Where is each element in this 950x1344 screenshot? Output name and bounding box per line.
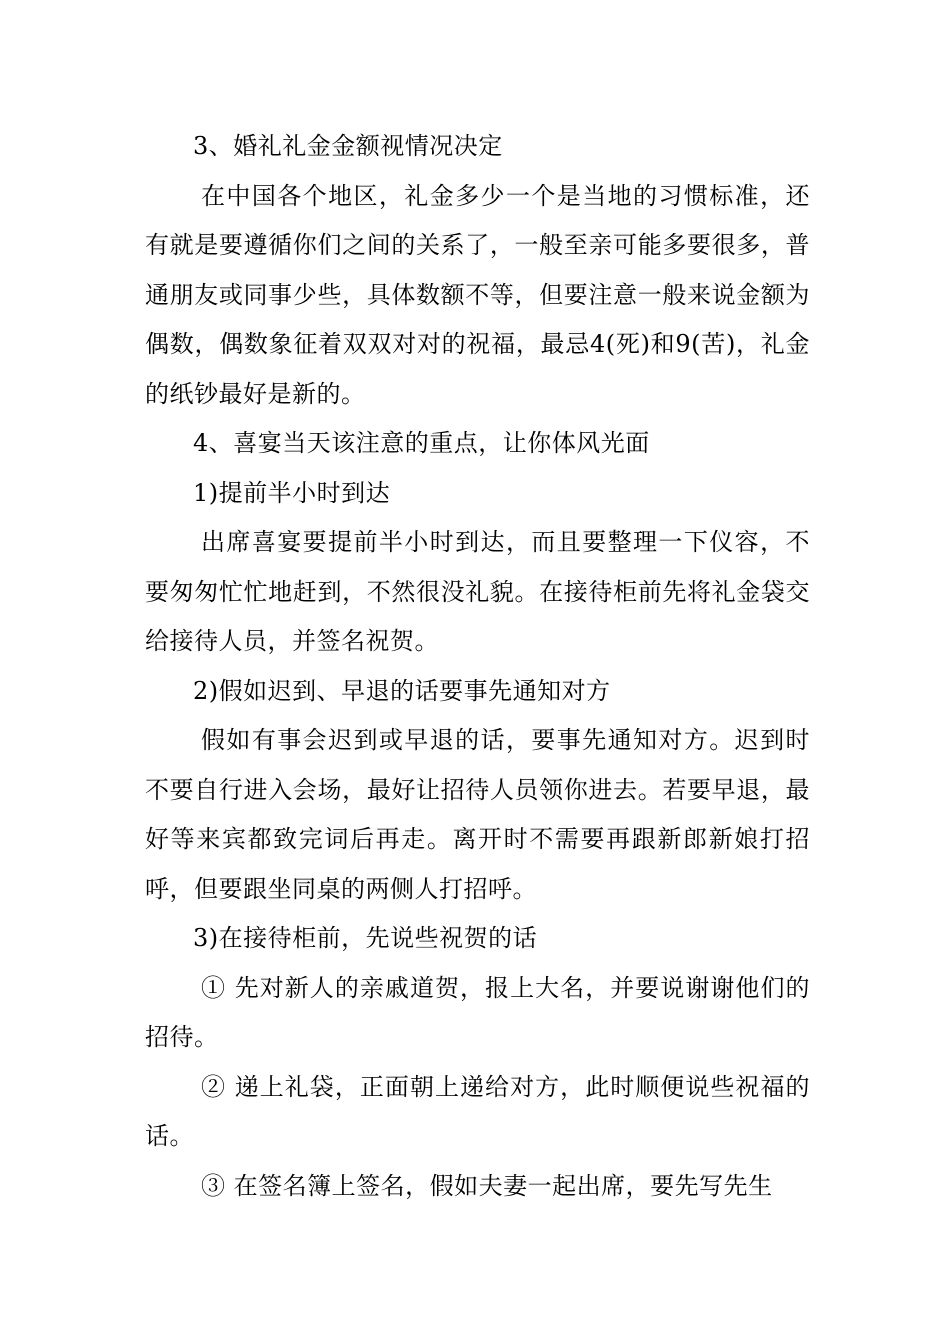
- paragraph-arrive-early: 出席喜宴要提前半小时到达，而且要整理一下仪容，不要匆匆忙忙地赶到，不然很没礼貌。在接待柜前先将礼金袋交给接待人员，并签名祝贺。: [145, 528, 810, 655]
- list-item-hand-gift: ② 递上礼袋，正面朝上递给对方，此时顺便说些祝福的话。: [145, 1072, 810, 1150]
- subheading-late-or-early: 2)假如迟到、早退的话要事先通知对方: [193, 676, 611, 705]
- list-item-sign-book: ③ 在签名簿上签名，假如夫妻一起出席，要先写先生: [201, 1171, 773, 1200]
- list-item-congratulate: ① 先对新人的亲戚道贺，报上大名，并要说谢谢他们的招待。: [145, 973, 810, 1051]
- section-heading-4: 4、喜宴当天该注意的重点，让你体风光面: [193, 429, 650, 457]
- subheading-arrive-early: 1)提前半小时到达: [193, 478, 391, 507]
- paragraph-gift-money: 在中国各个地区，礼金多少一个是当地的习惯标准，还有就是要遵循你们之间的关系了，一般至亲可能多要很多，普通朋友或同事少些，具体数额不等，但要注意一般来说金额为偶数，偶数象征着双双对对的祝福，最忌4(死)和9(苦)，礼金的纸钞最好是新的。: [145, 181, 810, 408]
- document-body: [145, 122, 810, 1211]
- paragraph-late-or-early: 假如有事会迟到或早退的话，要事先通知对方。迟到时不要自行进入会场，最好让招待人员领你进去。若要早退，最好等来宾都致完词后再走。离开时不需要再跟新郎新娘打招呼，但要跟坐同桌的两侧人打招呼。: [145, 726, 810, 903]
- subheading-reception-desk: 3)在接待柜前，先说些祝贺的话: [193, 924, 538, 952]
- section-heading-3: 3、婚礼礼金金额视情况决定: [193, 132, 503, 160]
